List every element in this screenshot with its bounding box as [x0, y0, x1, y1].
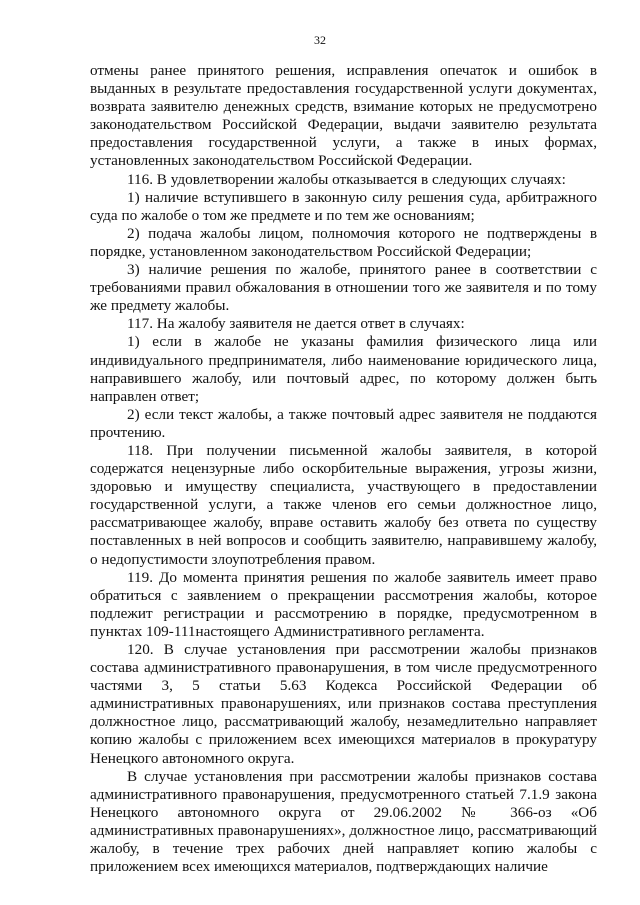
paragraph-117: 117. На жалобу заявителя не дается ответ в случаях:: [127, 315, 465, 333]
page-number: 32: [314, 33, 326, 47]
paragraph-continuation: отмены ранее принятого решения, исправления опечаток и ошибок в выданных в результате предоставления государственной услуги документах, возврата заявителю денежных средств, взимание которых не предусмотрено законодательством Российской Федерации, выдачи заявителю результата предоставления государственной услуги, а также в иных формах, установленных законодательством Российской Федерации.: [90, 62, 597, 170]
paragraph-120-continued: В случае установления при рассмотрении жалобы признаков состава административного правонарушения, предусмотренного статьей 7.1.9 закона Ненецкого автономного округа от 29.06.2002 № 366-оз «Об административных правонарушениях», должностное лицо, рассматривающий жалобу, в течение трех рабочих дней направляет копию жалобы с приложением всех имеющихся материалов, подтверждающих наличие: [90, 767, 597, 876]
paragraph-116-item-1: 1) наличие вступившего в законную силу решения суда, арбитражного суда по жалобе о том же предмете и по тем же основаниям;: [90, 188, 597, 224]
paragraph-119: 119. До момента принятия решения по жалобе заявитель имеет право обратиться с заявлением о прекращении рассмотрения жалобы, которое подлежит регистрации и рассмотрению в порядке, предусмотренном в пунктах 109-111настоящего Административного регламента.: [90, 568, 597, 640]
document-body: [90, 62, 597, 876]
paragraph-116-item-2: 2) подача жалобы лицом, полномочия которого не подтверждены в порядке, установленном законодательством Российской Федерации;: [90, 224, 597, 260]
paragraph-117-item-1: 1) если в жалобе не указаны фамилия физического лица или индивидуального предпринимателя, либо наименование юридического лица, направившего жалобу, или почтовый адрес, по которому должен быть направлен ответ;: [90, 333, 597, 405]
paragraph-117-item-2: 2) если текст жалобы, а также почтовый адрес заявителя не поддаются прочтению.: [90, 405, 597, 441]
paragraph-120: 120. В случае установления при рассмотрении жалобы признаков состава административного правонарушения, в том числе предусмотренного частями 3, 5 статьи 5.63 Кодекса Российской Федерации об административных правонарушениях, или признаков состава преступления должностное лицо, рассматривающий жалобу, незамедлительно направляет копию жалобы с приложением всех имеющихся материалов в прокуратуру Ненецкого автономного округа.: [90, 641, 597, 767]
paragraph-116-item-3: 3) наличие решения по жалобе, принятого ранее в соответствии с требованиями правил обжалования в отношении того же заявителя и по тому же предмету жалобы.: [90, 261, 597, 315]
paragraph-116: 116. В удовлетворении жалобы отказывается в следующих случаях:: [127, 170, 566, 188]
paragraph-118: 118. При получении письменной жалобы заявителя, в которой содержатся нецензурные либо оскорбительные выражения, угрозы жизни, здоровью и имуществу специалиста, участвующего в предоставлении государственной услуги, а также членов его семьи должностное лицо, рассматривающее жалобу, вправе оставить жалобу без ответа по существу поставленных в ней вопросов и сообщить заявителю, направившему жалобу, о недопустимости злоупотребления правом.: [90, 441, 597, 568]
